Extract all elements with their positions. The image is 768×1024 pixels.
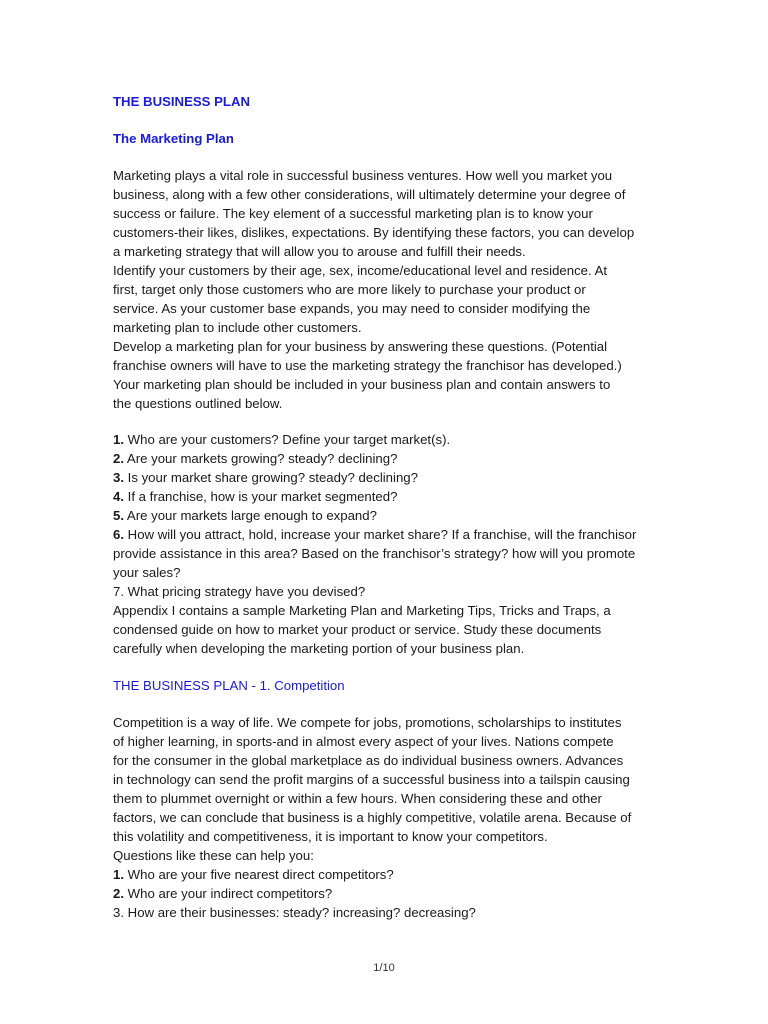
list-number: 4. xyxy=(113,489,124,504)
list-number: 7. xyxy=(113,584,124,599)
list-text: Who are your five nearest direct competitors? xyxy=(124,867,394,882)
list-item xyxy=(113,903,658,922)
list-item xyxy=(113,468,658,487)
document-page xyxy=(113,92,658,922)
document-title: THE BUSINESS PLAN xyxy=(113,94,251,109)
list-item xyxy=(113,582,658,601)
list-number: 6. xyxy=(113,527,124,542)
list-item xyxy=(113,525,658,582)
list-text: Is your market share growing? steady? declining? xyxy=(124,470,418,485)
list-item xyxy=(113,506,658,525)
competition-questions-list xyxy=(113,865,658,922)
list-text: What pricing strategy have you devised? xyxy=(124,584,366,599)
list-text: How will you attract, hold, increase your market share? If a franchise, will the franchisor provide assistance in this area? Based on the franchisor’s strategy? how will you promote your sales? xyxy=(113,527,637,580)
marketing-paragraph-3: Develop a marketing plan for your business by answering these questions. (Potential franchise owners will have to use the marketing strategy the franchisor has developed.) Your marketing plan should be included in your business plan and contain answers to the questions outlined below. xyxy=(113,339,622,411)
list-text: How are their businesses: steady? increasing? decreasing? xyxy=(124,905,476,920)
list-item xyxy=(113,884,658,903)
competition-paragraph-2: Questions like these can help you: xyxy=(113,848,314,863)
page-number: 1/10 xyxy=(373,962,395,974)
list-text: If a franchise, how is your market segmented? xyxy=(124,489,398,504)
list-text: Who are your customers? Define your target market(s). xyxy=(124,432,451,447)
list-number: 1. xyxy=(113,867,124,882)
competition-paragraph-1: Competition is a way of life. We compete for jobs, promotions, scholarships to institutes of higher learning, in sports-and in almost every aspect of your lives. Nations compete for the consumer in the global marketplace as do individual business owners. Advances in technology can send the profit margins of a successful business into a tailspin causing them to plummet overnight or within a few hours. When considering these and other factors, we can conclude that business is a highly competitive, volatile arena. Because of this volatility and competitiveness, it is important to know your competitors. xyxy=(113,715,632,844)
marketing-plan-heading: The Marketing Plan xyxy=(113,131,234,146)
list-number: 2. xyxy=(113,451,124,466)
marketing-paragraph-1: Marketing plays a vital role in successful business ventures. How well you market you business, along with a few other considerations, will ultimately determine your degree of success or failure. The key element of a successful marketing plan is to know your customers-their likes, dislikes, expectations. By identifying these factors, you can develop a marketing strategy that will allow you to arouse and fulfill their needs. xyxy=(113,168,635,259)
list-item xyxy=(113,430,658,449)
list-number: 1. xyxy=(113,432,124,447)
list-number: 2. xyxy=(113,886,124,901)
list-number: 5. xyxy=(113,508,124,523)
marketing-paragraph-4: Appendix I contains a sample Marketing Plan and Marketing Tips, Tricks and Traps, a condensed guide on how to market your product or service. Study these documents carefully when developing the marketing portion of your business plan. xyxy=(113,603,611,656)
list-text: Who are your indirect competitors? xyxy=(124,886,333,901)
list-text: Are your markets growing? steady? declining? xyxy=(124,451,398,466)
list-item xyxy=(113,865,658,884)
list-item xyxy=(113,487,658,506)
list-number: 3. xyxy=(113,470,124,485)
competition-heading: THE BUSINESS PLAN - 1. Competition xyxy=(113,678,345,693)
marketing-paragraph-2: Identify your customers by their age, sex, income/educational level and residence. At first, target only those customers who are more likely to purchase your product or service. As your customer base expands, you may need to consider modifying the marketing plan to include other customers. xyxy=(113,263,608,335)
list-number: 3. xyxy=(113,905,124,920)
list-text: Are your markets large enough to expand? xyxy=(124,508,377,523)
list-item xyxy=(113,449,658,468)
marketing-questions-list xyxy=(113,430,658,601)
